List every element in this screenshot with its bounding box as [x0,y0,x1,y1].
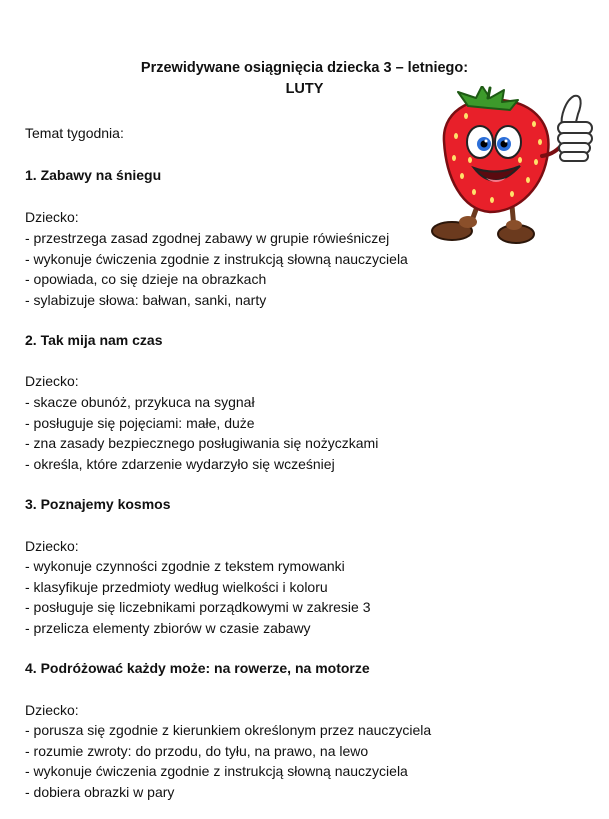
list-item: - określa, które zdarzenie wydarzyło się wcześniej [25,456,335,472]
list-item: - porusza się zgodnie z kierunkiem określonym przez nauczyciela [25,722,432,738]
list-item: - wykonuje ćwiczenia zgodnie z instrukcją słowną nauczyciela [25,251,408,267]
section-intro: Dziecko: [25,209,79,225]
list-item: - opowiada, co się dzieje na obrazkach [25,271,267,287]
list-item: - skacze obunóż, przykuca na sygnał [25,394,255,410]
page-title-line-2: LUTY [285,81,324,97]
list-item: - przestrzega zasad zgodnej zabawy w grupie rówieśniczej [25,230,390,246]
list-item: - dobiera obrazki w pary [25,784,175,800]
list-item: - zna zasady bezpiecznego posługiwania się nożyczkami [25,435,379,451]
section-intro: Dziecko: [25,538,79,554]
strawberry-mascot-icon [430,86,605,251]
list-item: - posługuje się pojęciami: małe, duże [25,415,255,431]
list-item: - wykonuje czynności zgodnie z tekstem rymowanki [25,558,345,574]
list-item: - sylabizuje słowa: bałwan, sanki, narty [25,292,267,308]
section-heading: 3. Poznajemy kosmos [25,496,171,512]
section-heading: 4. Podróżować każdy może: na rowerze, na motorze [25,660,370,676]
page-title-line-1: Przewidywane osiągnięcia dziecka 3 – letniego: [140,60,469,76]
section-intro: Dziecko: [25,702,79,718]
section-intro: Dziecko: [25,373,79,389]
list-item: - rozumie zwroty: do przodu, do tyłu, na prawo, na lewo [25,743,369,759]
list-item: - przelicza elementy zbiorów w czasie zabawy [25,620,311,636]
list-item: - wykonuje ćwiczenia zgodnie z instrukcją słowną nauczyciela [25,763,408,779]
topic-label: Temat tygodnia: [25,125,124,141]
section-heading: 2. Tak mija nam czas [25,332,163,348]
section-heading: 1. Zabawy na śniegu [25,167,162,183]
list-item: - klasyfikuje przedmioty według wielkości i koloru [25,579,328,595]
list-item: - posługuje się liczebnikami porządkowymi w zakresie 3 [25,599,371,615]
